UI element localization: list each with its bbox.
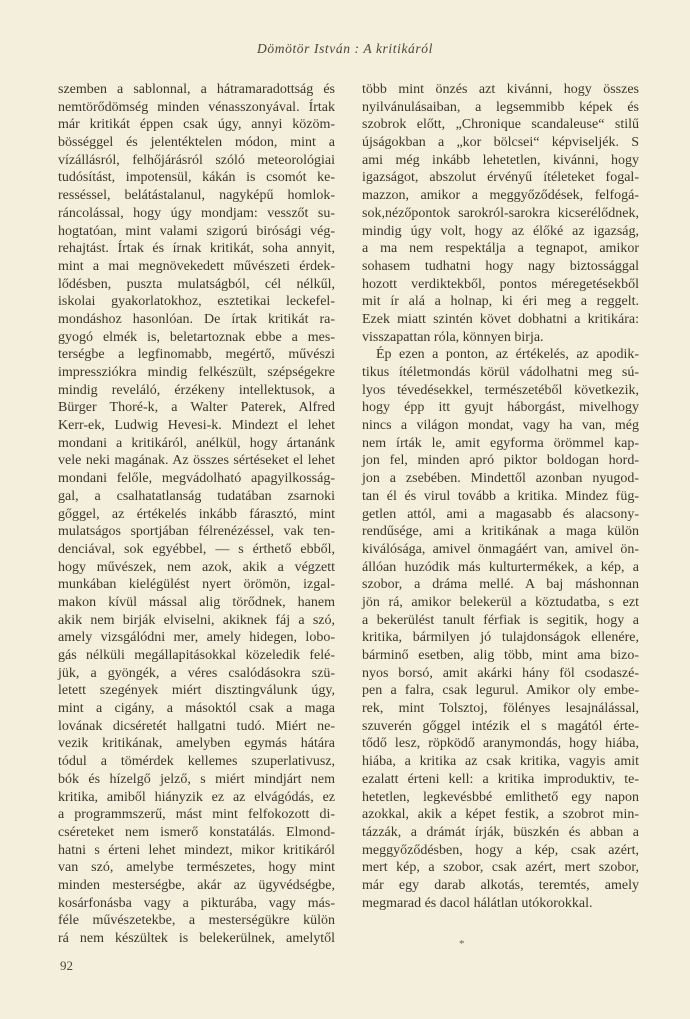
text-line-content: jon fel, minden apró piktor boldogan hord- xyxy=(362,453,639,469)
text-line xyxy=(362,506,639,524)
text-line xyxy=(362,134,639,152)
text-line-content: munkában kielégülést nyert örömön, izgal- xyxy=(58,577,335,593)
left-text-column xyxy=(58,81,335,948)
text-line-content: nem írták le, amit egyforma örömmel kap- xyxy=(362,435,639,451)
text-line xyxy=(362,612,639,630)
text-line-content: sohasem tudhatni hogy nagy biztossággal xyxy=(362,258,639,274)
text-line xyxy=(58,629,335,647)
text-line-content: tudósítást, impotensül, kákán is csomót ke- xyxy=(58,170,335,186)
text-line xyxy=(58,311,335,329)
text-line xyxy=(58,842,335,860)
text-line xyxy=(362,842,639,860)
text-line-content: mulatságos sportjában félrenézéssel, vak ten- xyxy=(58,524,335,540)
text-line-content: mondani a kritikáról, anélkül, hogy ártanánk xyxy=(58,435,335,451)
text-line xyxy=(58,240,335,258)
text-line xyxy=(58,346,335,364)
text-line xyxy=(362,240,639,258)
text-line-content: azokkal, akik a képet festik, a szobrot min- xyxy=(362,807,639,823)
text-line xyxy=(58,382,335,400)
text-line-content: letett szegények miért disztingválunk úgy, xyxy=(58,683,335,699)
text-line-content: sok,nézőpontok sarokról-sarokra kicserélődnek, xyxy=(362,205,639,221)
text-line xyxy=(362,223,639,241)
text-line-content: gyogó elmék is, beletartoznak ebbe a mes- xyxy=(58,329,335,345)
text-line xyxy=(58,452,335,470)
text-line xyxy=(362,576,639,594)
text-line-content: igazságot, abszolut érvényű ítéleteket fogal- xyxy=(362,170,639,186)
text-line-content: hetetlen, legkevésbbé emlithető egy napon xyxy=(362,789,639,805)
text-line-content: mint a cigány, a másoktól csak a maga xyxy=(58,701,335,717)
text-line-content: amely vizsgálódni mer, amely hidegen, lobo- xyxy=(58,630,335,646)
text-line xyxy=(362,895,639,913)
text-line xyxy=(362,452,639,470)
text-line xyxy=(58,912,335,930)
text-line xyxy=(58,665,335,683)
text-line-content: iskolai gyakorlatokhoz, esztetikai leckefel- xyxy=(58,294,335,310)
text-line xyxy=(362,293,639,311)
text-line xyxy=(58,771,335,789)
text-line xyxy=(58,329,335,347)
text-line-content: denciával, sok egyébbel, — s érthető ebből, xyxy=(58,541,335,557)
text-line xyxy=(362,488,639,506)
text-line xyxy=(362,700,639,718)
text-line xyxy=(362,877,639,895)
text-line xyxy=(58,258,335,276)
text-line-content: szuverén gőggel intézik el s magától érte- xyxy=(362,718,639,734)
text-line-content: resséssel, belátástalanul, nagyképű homlok- xyxy=(58,188,335,204)
right-text-column xyxy=(362,81,639,912)
text-line xyxy=(58,859,335,877)
text-line-content: pen a falra, csak legurul. Amikor oly embe- xyxy=(362,683,639,699)
text-line xyxy=(362,116,639,134)
text-line-content: Ép ezen a ponton, az értékelés, az apodik- xyxy=(376,347,639,363)
text-line xyxy=(58,417,335,435)
text-line-content: mint a mai megnövekedett művészeti érdek- xyxy=(58,258,335,274)
text-line xyxy=(362,435,639,453)
text-line xyxy=(58,576,335,594)
text-line-content: vízállásról, felhőjárásról szóló meteorológiai xyxy=(58,152,335,168)
text-line-content: tan él és virul tovább a kritika. Mindez füg- xyxy=(362,488,639,504)
text-line xyxy=(58,276,335,294)
text-line xyxy=(362,152,639,170)
section-end-mark: * xyxy=(459,938,465,950)
text-line xyxy=(362,753,639,771)
text-line-content: gal, a csalhatatlanság tudatában zsarnoki xyxy=(58,488,335,504)
text-line xyxy=(362,329,639,347)
text-line xyxy=(362,205,639,223)
text-line xyxy=(362,806,639,824)
text-line-content: szobor, a dráma mellé. A baj máshonnan xyxy=(362,577,639,593)
text-line xyxy=(362,276,639,294)
page-number: 92 xyxy=(60,958,73,973)
text-line-content: lődésben, puszta mulatságból, cél nélkűl, xyxy=(58,276,335,292)
text-line xyxy=(362,258,639,276)
text-line-content: Kerr-ek, Ludwig Hevesi-k. Mindezt el lehet xyxy=(58,418,335,434)
text-line-content: megmarad és dacol hálátlan utókorokkal. xyxy=(362,895,593,911)
text-line-content: kiválósága, amivel önmagáért van, amivel ön- xyxy=(362,541,639,557)
text-line xyxy=(58,223,335,241)
text-line xyxy=(58,506,335,524)
text-line xyxy=(362,399,639,417)
text-line xyxy=(362,523,639,541)
text-line-content: gőggel, az értékelés inkább fárasztó, mint xyxy=(58,506,335,522)
text-line-content: lyos tévedésekkel, természetéből következik, xyxy=(362,382,639,398)
text-line xyxy=(58,930,335,948)
text-line xyxy=(362,470,639,488)
text-line-content: tódul a tömérdek kellemes szuperlativusz, xyxy=(58,754,335,770)
text-line xyxy=(362,859,639,877)
text-line-content: cséreteket nem ismerő konstatálás. Elmond- xyxy=(58,824,335,840)
text-line xyxy=(58,700,335,718)
text-line-content: vele neki magának. Az összes sértéseket el lehet xyxy=(58,453,335,469)
text-line xyxy=(58,152,335,170)
text-line xyxy=(58,594,335,612)
text-line-content: jön rá, amikor belekerül a köztudatba, s ezt xyxy=(362,594,639,610)
text-line xyxy=(58,187,335,205)
text-line xyxy=(58,682,335,700)
text-line-content: kritika, amiből hiányzik ez az elvágódás, ez xyxy=(58,789,335,805)
text-line-content: hozott verdiktekből, pontos méregetésekből xyxy=(362,276,639,292)
text-line xyxy=(58,488,335,506)
text-line-content: ráncolással, hogy úgy mondjam: vesszőt su- xyxy=(58,205,335,221)
text-line xyxy=(362,346,639,364)
text-line-content: mondani felőle, megvádolható apagyilkosság- xyxy=(58,471,335,487)
text-line-content: Ezek miatt szintén követ dobhatni a kritikára: xyxy=(362,311,639,327)
text-line-content: a programmszerű, mást mint felfokozott di- xyxy=(58,807,335,823)
text-line xyxy=(58,559,335,577)
text-line-content: Bürger Thoré-k, a Walter Paterek, Alfred xyxy=(58,400,335,416)
text-line xyxy=(58,541,335,559)
text-line xyxy=(362,824,639,842)
text-line xyxy=(362,682,639,700)
text-line-content: nemtörődömség minden vénasszonyával. Írtak xyxy=(58,99,335,115)
text-line xyxy=(362,99,639,117)
text-line-content: a ma nem respektálja a tegnapot, amikor xyxy=(362,241,639,257)
text-line xyxy=(362,629,639,647)
text-line-content: vezik kritikának, amelyben egymás hátára xyxy=(58,736,335,752)
text-line-content: rek, mint Tolsztoj, fölényes lesajnálással, xyxy=(362,701,639,717)
text-line-content: tődő lesz, röpködő aranymondás, hogy hiába, xyxy=(362,736,639,752)
text-line-content: mazzon, amikor a meggyőződések, felfogá- xyxy=(362,188,639,204)
text-line-content: hogy művészek, nem azok, akik a végzett xyxy=(58,559,335,575)
text-line xyxy=(58,116,335,134)
text-line-content: a bekerülést tanult férfiak is segitik, hogy a xyxy=(362,612,639,628)
text-line xyxy=(58,789,335,807)
text-line-content: jon a zsebében. Mindettől azonban nyugod- xyxy=(362,471,639,487)
text-line xyxy=(58,399,335,417)
text-line-content: már kritikát éppen csak úgy, annyi közöm- xyxy=(58,117,335,133)
text-line xyxy=(58,169,335,187)
text-line-content: rendűsége, ami a kritikának a maga külön xyxy=(362,524,639,540)
text-line xyxy=(362,789,639,807)
text-line xyxy=(362,382,639,400)
text-line-content: visszapattan róla, könnyen birja. xyxy=(362,329,544,345)
text-line-content: hogy épp itt gyujt háborgást, mivelhogy xyxy=(362,400,639,416)
text-line-content: getlen attól, ami a magasabb és alacsony- xyxy=(362,506,639,522)
text-line-content: hiába, a kritika az csak kritika, vagyis amit xyxy=(362,754,639,770)
text-line-content: mit ír alá a holnap, ki éri meg a reggelt. xyxy=(362,294,639,310)
text-line-content: nincs a világon mondat, vagy ha van, még xyxy=(362,418,639,434)
text-line xyxy=(362,311,639,329)
text-line-content: szemben a sablonnal, a hátramaradottság és xyxy=(58,82,335,97)
text-line-content: minden mesterségbe, akár az ügyvédségbe, xyxy=(58,877,335,893)
text-line-content: jük, a gyöngék, a véres csalódásokra szü- xyxy=(58,665,335,681)
text-line xyxy=(362,594,639,612)
text-line-content: mondáshoz hasonlóan. De írtak kritikát ra- xyxy=(58,311,335,327)
text-line xyxy=(58,205,335,223)
text-line xyxy=(58,647,335,665)
text-line xyxy=(58,895,335,913)
text-line-content: rá nem készültek is belekerülnek, amelytől xyxy=(58,931,335,946)
text-line xyxy=(58,612,335,630)
text-line-content: több mint önzés azt kivánni, hogy összes xyxy=(362,82,639,97)
text-line xyxy=(362,169,639,187)
text-line-content: ezalatt érteni kell: a kritika improduktiv, te- xyxy=(362,771,639,787)
text-line xyxy=(362,718,639,736)
text-line-content: nyos borsó, amit akárki hány föl csodaszé- xyxy=(362,665,639,681)
text-line xyxy=(58,753,335,771)
text-line-content: bösséggel és jelentéktelen módon, mint a xyxy=(58,135,335,151)
text-line-content: makon kívül mással alig törődnek, hanem xyxy=(58,594,335,610)
text-line-content: mert kép, a szobor, csak azért, mert szobor, xyxy=(362,860,639,876)
text-line-content: tikus ítéletmondás körül vádolhatni meg sú- xyxy=(362,365,639,380)
text-line xyxy=(58,806,335,824)
text-line xyxy=(58,99,335,117)
text-line-content: nyilvánulásaiban, a legsemmibb képek és xyxy=(362,99,639,115)
text-line xyxy=(58,435,335,453)
text-line xyxy=(58,523,335,541)
text-line-content: kosárfonásba vagy a pikturába, vagy más- xyxy=(58,895,335,911)
text-line xyxy=(58,718,335,736)
text-line-content: bók és hízelgő jelző, s miért mindjárt nem xyxy=(58,771,335,787)
text-line xyxy=(362,187,639,205)
text-line-content: gás nélküli megállapitásokkal közeledik felé- xyxy=(58,648,335,663)
text-line-content: tázzák, a drámát írják, büszkén és abban a xyxy=(362,824,639,840)
text-line-content: terségbe a legfinomabb, megértő, művészi xyxy=(58,347,335,363)
text-line-content: ami még inkább lehetetlen, kivánni, hogy xyxy=(362,152,639,168)
text-line xyxy=(58,877,335,895)
text-line xyxy=(362,665,639,683)
text-line-content: hatni s érteni lehet mindezt, mikor kritikáról xyxy=(58,842,335,858)
text-line xyxy=(362,417,639,435)
text-line xyxy=(362,559,639,577)
text-line xyxy=(58,134,335,152)
text-line xyxy=(362,81,639,99)
text-line-content: szobrok előtt, „Chronique scandaleuse“ stilű xyxy=(362,117,639,133)
text-line xyxy=(362,364,639,382)
text-line xyxy=(58,364,335,382)
text-line xyxy=(58,470,335,488)
text-line-content: impressziókra mindig felkészült, szépségekre xyxy=(58,365,335,380)
text-line xyxy=(362,647,639,665)
text-line-content: újságokban a „kor bölcsei“ képviseljék. S xyxy=(362,135,639,151)
text-line-content: mindig úgy volt, hogy az élőké az igazság, xyxy=(362,223,639,239)
text-line xyxy=(362,541,639,559)
text-line xyxy=(58,824,335,842)
text-line-content: lovának dicséretét hallgatni tudó. Miért ne- xyxy=(58,718,335,734)
text-line-content: hogtatóan, mint valami szigorú birósági vég- xyxy=(58,223,335,239)
text-line-content: van szó, amelybe természetes, hogy mint xyxy=(58,860,335,876)
text-line xyxy=(362,735,639,753)
text-line xyxy=(362,771,639,789)
text-line-content: rehajtást. Írtak és írnak kritikát, soha annyit, xyxy=(58,241,335,257)
text-line-content: állóan huzódik más kulturtermékek, a kép, a xyxy=(362,559,639,575)
text-line xyxy=(58,735,335,753)
text-line-content: akik nem birják elviselni, akiknek fáj a szó, xyxy=(58,612,335,628)
running-header: Dömötör István : A kritikáról xyxy=(257,41,433,56)
text-line-content: kritika, bármilyen jó tulajdonságok ellenére, xyxy=(362,630,639,646)
text-line-content: mindig reveláló, érzékeny intellektusok, a xyxy=(58,382,335,398)
text-line xyxy=(58,293,335,311)
text-line-content: bárminő esetben, alig több, mint ama bizo- xyxy=(362,648,639,663)
text-line-content: meggyőződésben, hogy a kép, csak azért, xyxy=(362,842,639,858)
text-line-content: már egy darab alkotás, teremtés, amely xyxy=(362,877,639,893)
text-line xyxy=(58,81,335,99)
text-line-content: féle művészetekbe, a mesterségükre külön xyxy=(58,913,335,929)
